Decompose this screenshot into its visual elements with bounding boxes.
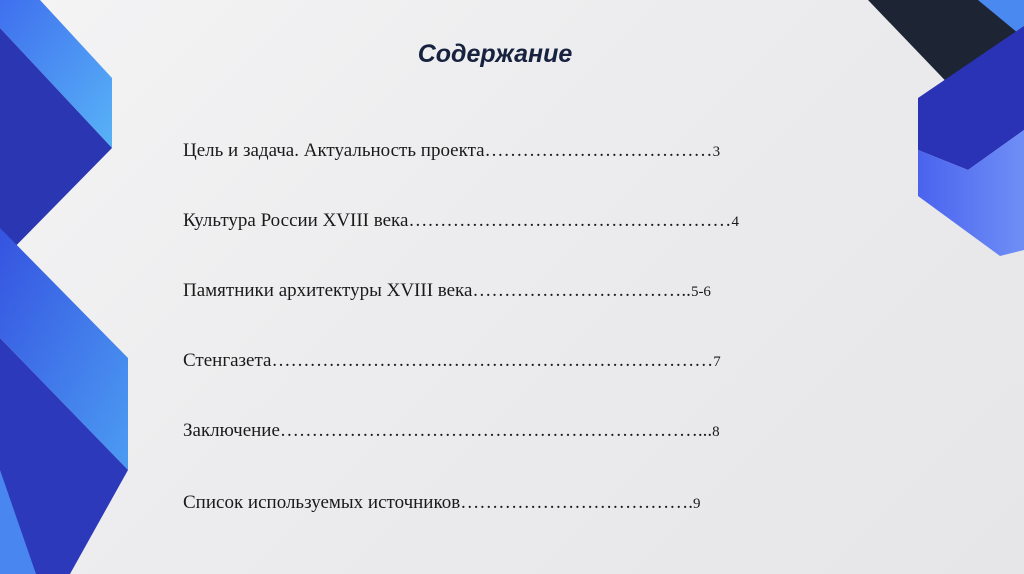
toc-item-sources <box>183 492 700 514</box>
toc-item-page: 3 <box>712 144 721 160</box>
toc-item-page: 9 <box>692 496 701 512</box>
toc-item-text: Культура России XVIII века…………………………………………… <box>183 210 732 231</box>
toc-item-culture <box>183 210 739 232</box>
toc-item-page: 7 <box>713 354 721 370</box>
toc-item-text: Заключение…………………………………………………………... <box>183 420 713 441</box>
toc-item-text: Цель и задача. Актуальность проекта……………………………… <box>183 140 713 161</box>
toc-item-text: Список используемых источников………………………………. <box>183 492 693 513</box>
left-ribbon <box>0 0 128 574</box>
toc-item-page: 8 <box>712 424 720 440</box>
toc-item-newspaper <box>183 350 721 372</box>
toc-item-page: 5-6 <box>690 284 711 300</box>
toc-item-text: Стенгазета……………………….…………………………………… <box>183 350 714 371</box>
toc-item-conclusion <box>183 420 720 442</box>
toc-item-goal <box>183 140 720 162</box>
page-title: Содержание <box>417 40 573 68</box>
toc-item-text: Памятники архитектуры XVIII века…………………………….. <box>183 280 691 301</box>
toc-item-page: 4 <box>731 214 739 230</box>
toc-item-monuments <box>183 280 711 302</box>
right-ribbon <box>868 0 1024 256</box>
